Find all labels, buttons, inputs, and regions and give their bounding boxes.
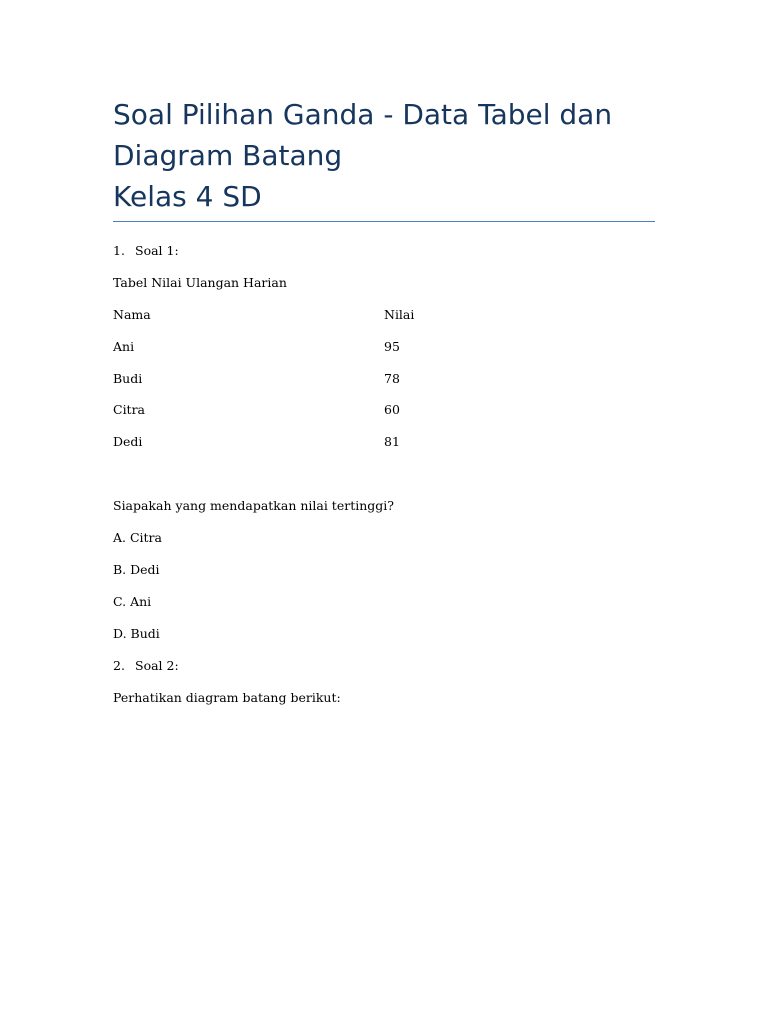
question-1-label: Soal 1: (135, 243, 179, 258)
table-cell-name: Dedi (113, 434, 143, 449)
table-cell-name: Ani (113, 339, 135, 354)
table-cell-score: 78 (384, 371, 400, 386)
title-line-3: Kelas 4 SD (113, 180, 262, 213)
answer-option-a: A. Citra (113, 530, 162, 545)
table-cell-name: Citra (113, 402, 146, 417)
question-2-prompt: Perhatikan diagram batang berikut: (113, 690, 341, 705)
answer-option-c: C. Ani (113, 594, 152, 609)
document-title (113, 94, 673, 217)
title-line-1: Soal Pilihan Ganda - Data Tabel dan (113, 98, 613, 131)
table-header-score: Nilai (384, 307, 415, 322)
question-1-heading (113, 243, 179, 259)
question-1-text: Siapakah yang mendapatkan nilai tertinggi? (113, 498, 394, 513)
table-header-name: Nama (113, 307, 151, 322)
title-underline (113, 221, 655, 222)
table-cell-score: 81 (384, 434, 400, 449)
table-title: Tabel Nilai Ulangan Harian (113, 275, 287, 290)
answer-option-b: B. Dedi (113, 562, 160, 577)
question-2-number: 2. (113, 658, 125, 673)
table-cell-score: 60 (384, 402, 400, 417)
question-1-number: 1. (113, 243, 125, 258)
answer-option-d: D. Budi (113, 626, 160, 641)
question-2-heading (113, 658, 179, 674)
title-line-2: Diagram Batang (113, 139, 343, 172)
question-2-label: Soal 2: (135, 658, 179, 673)
table-cell-name: Budi (113, 371, 143, 386)
table-cell-score: 95 (384, 339, 400, 354)
